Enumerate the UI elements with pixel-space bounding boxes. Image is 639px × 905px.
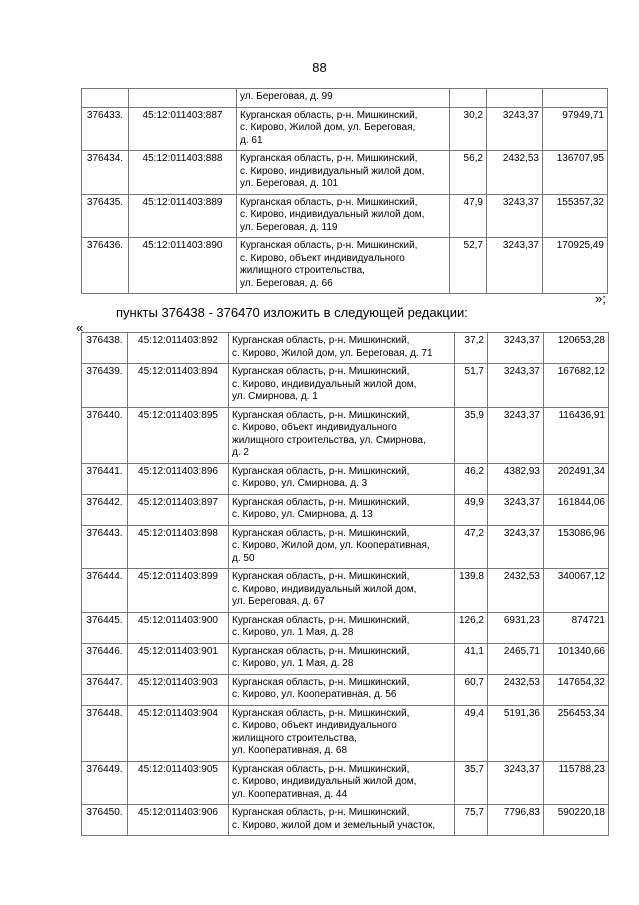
address-cell (229, 761, 455, 805)
closing-quote-mark: »; (595, 291, 606, 306)
area-cell: 75,7 (455, 805, 488, 836)
amendment-instruction: пункты 376438 - 376470 изложить в следующей редакции: (116, 305, 468, 320)
unit-value-cell (487, 89, 543, 108)
address-line: ул. Береговая, д. 119 (240, 221, 338, 233)
unit-value-cell: 4382,93 (488, 463, 544, 494)
property-table-bottom (81, 332, 609, 836)
address-cell (229, 364, 455, 408)
address-cell (229, 525, 455, 569)
area-cell: 47,9 (450, 194, 487, 238)
cadastral-number-cell: 45:12:011403:899 (128, 569, 229, 613)
unit-value-cell: 6931,23 (488, 612, 544, 643)
unit-value-cell: 2465,71 (488, 643, 544, 674)
address-cell (229, 463, 455, 494)
address-line: с. Кирово, жилой дом и земельный участок, (232, 819, 436, 831)
address-line: Курганская область, р-н. Мишкинский, (240, 196, 418, 208)
unit-value-cell: 3243,37 (488, 494, 544, 525)
cadastral-value-cell: 155357,32 (543, 194, 608, 238)
address-line: Курганская область, р-н. Мишкинский, (232, 763, 410, 775)
cadastral-number-cell: 45:12:011403:903 (128, 674, 229, 705)
property-table-top-body (82, 89, 608, 294)
address-line: Курганская область, р-н. Мишкинский, (232, 366, 410, 377)
table-row (82, 364, 609, 408)
address-line: Курганская область, р-н. Мишкинский, (240, 109, 418, 121)
area-cell: 41,1 (455, 643, 488, 674)
address-line: Курганская область, р-н. Мишкинский, (232, 335, 410, 346)
address-line: Курганская область, р-н. Мишкинский, (232, 614, 410, 626)
address-line: Курганская область, р-н. Мишкинский, (232, 676, 410, 688)
table-row (82, 238, 608, 294)
row-number-cell: 376446. (82, 643, 128, 674)
address-line: Курганская область, р-н. Мишкинский, (232, 465, 410, 477)
unit-value-cell: 2432,53 (487, 151, 543, 195)
address-line: ул. Смирнова, д. 1 (232, 391, 318, 402)
area-cell: 56,2 (450, 151, 487, 195)
row-number-cell: 376435. (82, 194, 129, 238)
cadastral-number-cell: 45:12:011403:896 (128, 463, 229, 494)
cadastral-value-cell: 120653,28 (544, 333, 609, 364)
unit-value-cell: 3243,37 (488, 407, 544, 463)
table-row (82, 333, 609, 364)
cadastral-number-cell: 45:12:011403:892 (128, 333, 229, 364)
cadastral-number-cell: 45:12:011403:898 (128, 525, 229, 569)
row-number-cell: 376443. (82, 525, 128, 569)
table-row (82, 194, 608, 238)
address-line: Курганская область, р-н. Мишкинский, (240, 240, 418, 251)
area-cell: 35,9 (455, 407, 488, 463)
cadastral-number-cell (129, 89, 237, 108)
cadastral-value-cell: 161844,06 (544, 494, 609, 525)
cadastral-number-cell: 45:12:011403:889 (129, 194, 237, 238)
row-number-cell: 376433. (82, 107, 129, 151)
address-line: Курганская область, р-н. Мишкинский, (232, 645, 410, 657)
address-line: с. Кирово, ул. 1 Мая, д. 28 (232, 627, 354, 638)
cadastral-number-cell: 45:12:011403:906 (128, 805, 229, 836)
cadastral-number-cell: 45:12:011403:904 (128, 705, 229, 761)
area-cell: 60,7 (455, 674, 488, 705)
address-line: д. 2 (232, 447, 249, 458)
cadastral-value-cell: 115788,23 (544, 761, 609, 805)
unit-value-cell: 3243,37 (488, 333, 544, 364)
cadastral-number-cell: 45:12:011403:895 (128, 407, 229, 463)
address-cell (229, 569, 455, 613)
address-line: ул. Береговая, д. 67 (232, 596, 325, 607)
address-line: с. Кирово, индивидуальный жилой дом, (232, 776, 417, 787)
cadastral-value-cell: 101340,66 (544, 643, 609, 674)
address-line: с. Кирово, индивидуальный жилой дом, (240, 209, 425, 220)
property-table-bottom-body (82, 333, 609, 836)
address-line: с. Кирово, объект индивидуального (232, 720, 397, 731)
address-line: с. Кирово, объект индивидуального (232, 422, 397, 433)
cadastral-value-cell: 153086,96 (544, 525, 609, 569)
cadastral-number-cell: 45:12:011403:888 (129, 151, 237, 195)
address-cell (229, 494, 455, 525)
cadastral-value-cell: 590220,18 (544, 805, 609, 836)
cadastral-number-cell: 45:12:011403:887 (129, 107, 237, 151)
cadastral-value-cell: 147654,32 (544, 674, 609, 705)
address-line: с. Кирово, индивидуальный жилой дом, (232, 378, 417, 390)
row-number-cell: 376436. (82, 238, 129, 294)
address-line: жилищного строительства, (240, 265, 365, 276)
row-number-cell: 376438. (82, 333, 128, 364)
address-cell (229, 643, 455, 674)
area-cell: 139,8 (455, 569, 488, 613)
table-row (82, 705, 609, 761)
address-cell (237, 151, 450, 195)
address-line: ул. Береговая, д. 101 (240, 178, 339, 189)
row-number-cell: 376442. (82, 494, 128, 525)
table-row (82, 463, 609, 494)
address-line: жилищного строительства, (232, 732, 357, 744)
address-line: Курганская область, р-н. Мишкинский, (232, 807, 410, 818)
cadastral-value-cell: 136707,95 (543, 151, 608, 195)
table-row (82, 805, 609, 836)
table-row (82, 407, 609, 463)
area-cell (450, 89, 487, 108)
cadastral-number-cell: 45:12:011403:901 (128, 643, 229, 674)
area-cell: 37,2 (455, 333, 488, 364)
address-line: с. Кирово, ул. Кооперативная, д. 56 (232, 689, 397, 700)
address-line: с. Кирово, индивидуальный жилой дом, (232, 583, 417, 595)
table-row (82, 761, 609, 805)
area-cell: 49,9 (455, 494, 488, 525)
address-line: с. Кирово, Жилой дом, ул. Береговая, (240, 122, 416, 133)
address-cell (229, 705, 455, 761)
unit-value-cell: 2432,53 (488, 674, 544, 705)
table-row (82, 569, 609, 613)
table-row (82, 643, 609, 674)
address-line: д. 61 (240, 134, 263, 146)
table-row (82, 151, 608, 195)
address-line: Курганская область, р-н. Мишкинский, (232, 707, 410, 719)
row-number-cell: 376434. (82, 151, 129, 195)
cadastral-value-cell: 116436,91 (544, 407, 609, 463)
table-row (82, 612, 609, 643)
address-line: жилищного строительства, ул. Смирнова, (232, 434, 426, 446)
table-row (82, 494, 609, 525)
address-cell (229, 674, 455, 705)
cadastral-number-cell: 45:12:011403:900 (128, 612, 229, 643)
row-number-cell (82, 89, 129, 108)
cadastral-value-cell (543, 89, 608, 108)
unit-value-cell: 3243,37 (488, 525, 544, 569)
address-line: с. Кирово, ул. Смирнова, д. 13 (232, 509, 373, 520)
cadastral-value-cell: 167682,12 (544, 364, 609, 408)
address-line: с. Кирово, индивидуальный жилой дом, (240, 165, 425, 177)
area-cell: 35,7 (455, 761, 488, 805)
address-line: ул. Береговая, д. 99 (240, 91, 333, 102)
cadastral-number-cell: 45:12:011403:894 (128, 364, 229, 408)
address-line: Курганская область, р-н. Мишкинский, (232, 527, 410, 539)
address-cell (237, 89, 450, 108)
cadastral-number-cell: 45:12:011403:897 (128, 494, 229, 525)
cadastral-value-cell: 874721 (544, 612, 609, 643)
address-line: Курганская область, р-н. Мишкинский, (232, 571, 410, 582)
address-cell (229, 333, 455, 364)
unit-value-cell: 5191,36 (488, 705, 544, 761)
address-line: д. 50 (232, 552, 255, 564)
table-row (82, 89, 608, 108)
address-cell (229, 612, 455, 643)
unit-value-cell: 3243,37 (487, 238, 543, 294)
cadastral-number-cell: 45:12:011403:890 (129, 238, 237, 294)
table-row (82, 525, 609, 569)
address-line: с. Кирово, Жилой дом, ул. Кооперативная, (232, 540, 430, 551)
row-number-cell: 376440. (82, 407, 128, 463)
cadastral-number-cell: 45:12:011403:905 (128, 761, 229, 805)
address-cell (237, 107, 450, 151)
area-cell: 30,2 (450, 107, 487, 151)
cadastral-value-cell: 340067,12 (544, 569, 609, 613)
unit-value-cell: 2432,53 (488, 569, 544, 613)
cadastral-value-cell: 97949,71 (543, 107, 608, 151)
address-line: Курганская область, р-н. Мишкинский, (232, 409, 410, 421)
row-number-cell: 376444. (82, 569, 128, 613)
address-line: с. Кирово, Жилой дом, ул. Береговая, д. 71 (232, 347, 433, 359)
row-number-cell: 376450. (82, 805, 128, 836)
unit-value-cell: 7796,83 (488, 805, 544, 836)
area-cell: 51,7 (455, 364, 488, 408)
cadastral-value-cell: 256453,34 (544, 705, 609, 761)
opening-quote-mark: « (76, 320, 84, 335)
area-cell: 126,2 (455, 612, 488, 643)
address-line: с. Кирово, ул. 1 Мая, д. 28 (232, 658, 354, 669)
address-cell (237, 238, 450, 294)
address-line: Курганская область, р-н. Мишкинский, (240, 153, 418, 164)
area-cell: 52,7 (450, 238, 487, 294)
address-line: с. Кирово, объект индивидуального (240, 252, 405, 264)
row-number-cell: 376439. (82, 364, 128, 408)
address-line: с. Кирово, ул. Смирнова, д. 3 (232, 478, 368, 489)
row-number-cell: 376449. (82, 761, 128, 805)
unit-value-cell: 3243,37 (487, 194, 543, 238)
row-number-cell: 376441. (82, 463, 128, 494)
area-cell: 47,2 (455, 525, 488, 569)
row-number-cell: 376448. (82, 705, 128, 761)
page-number: 88 (312, 60, 327, 75)
table-row (82, 107, 608, 151)
address-cell (237, 194, 450, 238)
cadastral-value-cell: 170925,49 (543, 238, 608, 294)
property-table-top (81, 88, 608, 294)
address-cell (229, 805, 455, 836)
cadastral-value-cell: 202491,34 (544, 463, 609, 494)
unit-value-cell: 3243,37 (487, 107, 543, 151)
address-line: ул. Кооперативная, д. 68 (232, 745, 348, 756)
address-cell (229, 407, 455, 463)
row-number-cell: 376447. (82, 674, 128, 705)
address-line: Курганская область, р-н. Мишкинский, (232, 496, 410, 508)
address-line: ул. Береговая, д. 66 (240, 277, 333, 289)
unit-value-cell: 3243,37 (488, 364, 544, 408)
table-row (82, 674, 609, 705)
area-cell: 49,4 (455, 705, 488, 761)
row-number-cell: 376445. (82, 612, 128, 643)
area-cell: 46,2 (455, 463, 488, 494)
address-line: ул. Кооперативная, д. 44 (232, 788, 348, 800)
unit-value-cell: 3243,37 (488, 761, 544, 805)
